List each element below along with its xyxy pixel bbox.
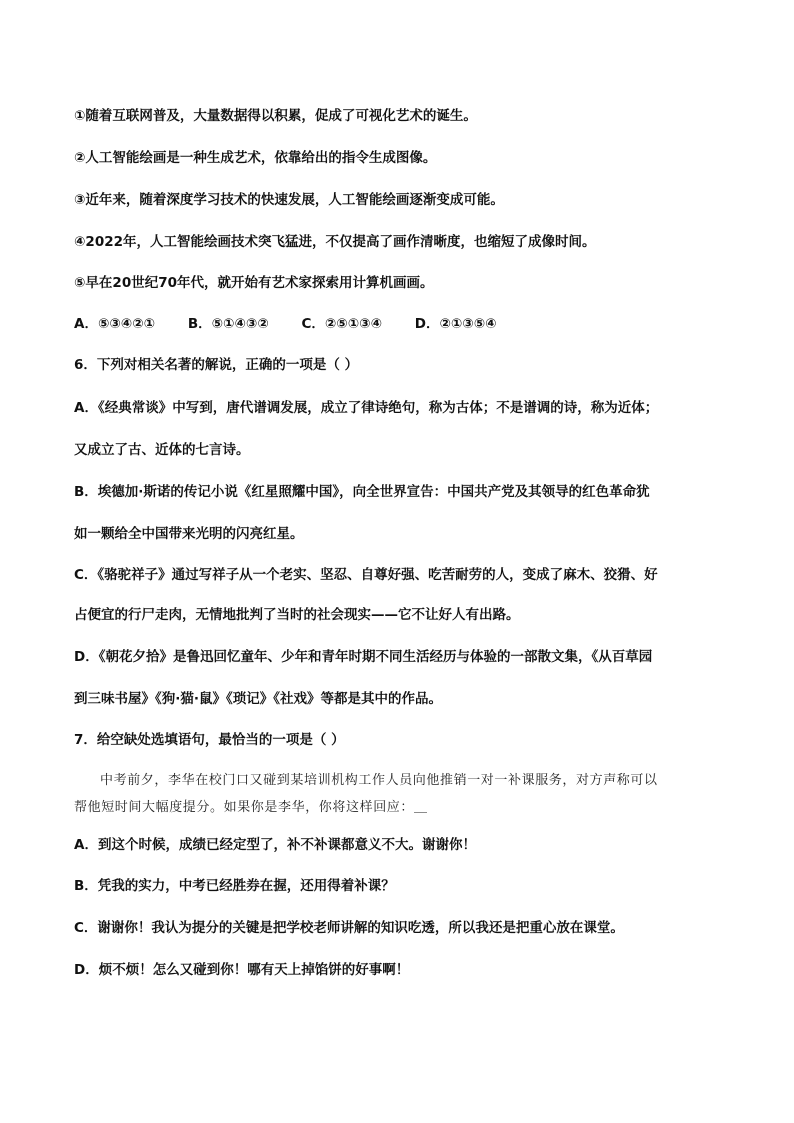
q7-option-d: D．烦不烦！怎么又碰到你！哪有天上掉馅饼的好事啊！ [74, 962, 410, 978]
sentence-4: ④2022年，人工智能绘画技术突飞猛进，不仅提高了画作清晰度，也缩短了成像时间。 [74, 234, 596, 250]
q7-passage-line2: 帮他短时间大幅度提分。如果你是李华，你将这样回应：＿ [74, 800, 428, 815]
q5-option-a: A．⑤③④②① [74, 316, 156, 332]
q7-option-c: C．谢谢你！我认为提分的关键是把学校老师讲解的知识吃透，所以我还是把重心放在课堂。 [74, 920, 624, 936]
q5-option-b: B．⑤①④③② [187, 316, 269, 332]
q7-passage-line1: 中考前夕，李华在校门口又碰到某培训机构工作人员向他推销一对一补课服务，对方声称可以 [100, 773, 658, 788]
sentence-3: ③近年来，随着深度学习技术的快速发展，人工智能绘画逐渐变成可能。 [74, 192, 504, 208]
q6-option-c-line1: C．《骆驼祥子》通过写祥子从一个老实、坚忍、自尊好强、吃苦耐劳的人，变成了麻木、狡猾、好 [74, 567, 658, 583]
q6-option-b-line1: B．埃德加·斯诺的传记小说《红星照耀中国》，向全世界宣告：中国共产党及其领导的红色革命犹 [74, 484, 650, 500]
sentence-5: ⑤早在20世纪70年代，就开始有艺术家探索用计算机画画。 [74, 275, 434, 291]
q6-option-d-line2: 到三味书屋》《狗·猫·鼠》《琐记》《社戏》等都是其中的作品。 [74, 691, 443, 707]
q7-option-a: A．到这个时候，成绩已经定型了，补不补课都意义不大。谢谢你！ [74, 837, 476, 853]
q5-options [74, 314, 525, 334]
q5-option-c: C．②⑤①③④ [301, 316, 383, 332]
q6-option-b-line2: 如一颗给全中国带来光明的闪亮红星。 [74, 526, 304, 542]
q6-option-d-line1: D．《朝花夕拾》是鲁迅回忆童年、少年和青年时期不同生活经历与体验的一部散文集，《从百草园 [74, 649, 653, 665]
q7-stem: 7．给空缺处选填语句，最恰当的一项是（ ） [74, 732, 345, 748]
q6-stem: 6．下列对相关名著的解说，正确的一项是（ ） [74, 357, 359, 373]
q6-option-a-line2: 又成立了古、近体的七言诗。 [74, 442, 250, 458]
q6-option-a-line1: A．《经典常谈》中写到，唐代谱调发展，成立了律诗绝句，称为古体；不是谱调的诗，称为近体； [74, 400, 659, 416]
sentence-2: ②人工智能绘画是一种生成艺术，依靠给出的指令生成图像。 [74, 150, 437, 166]
q5-option-d: D．②①③⑤④ [414, 316, 497, 332]
q6-option-c-line2: 占便宜的行尸走肉，无情地批判了当时的社会现实——它不让好人有出路。 [74, 607, 520, 623]
q7-option-b: B．凭我的实力，中考已经胜券在握，还用得着补课？ [74, 878, 395, 894]
sentence-1: ①随着互联网普及，大量数据得以积累，促成了可视化艺术的诞生。 [74, 108, 477, 124]
